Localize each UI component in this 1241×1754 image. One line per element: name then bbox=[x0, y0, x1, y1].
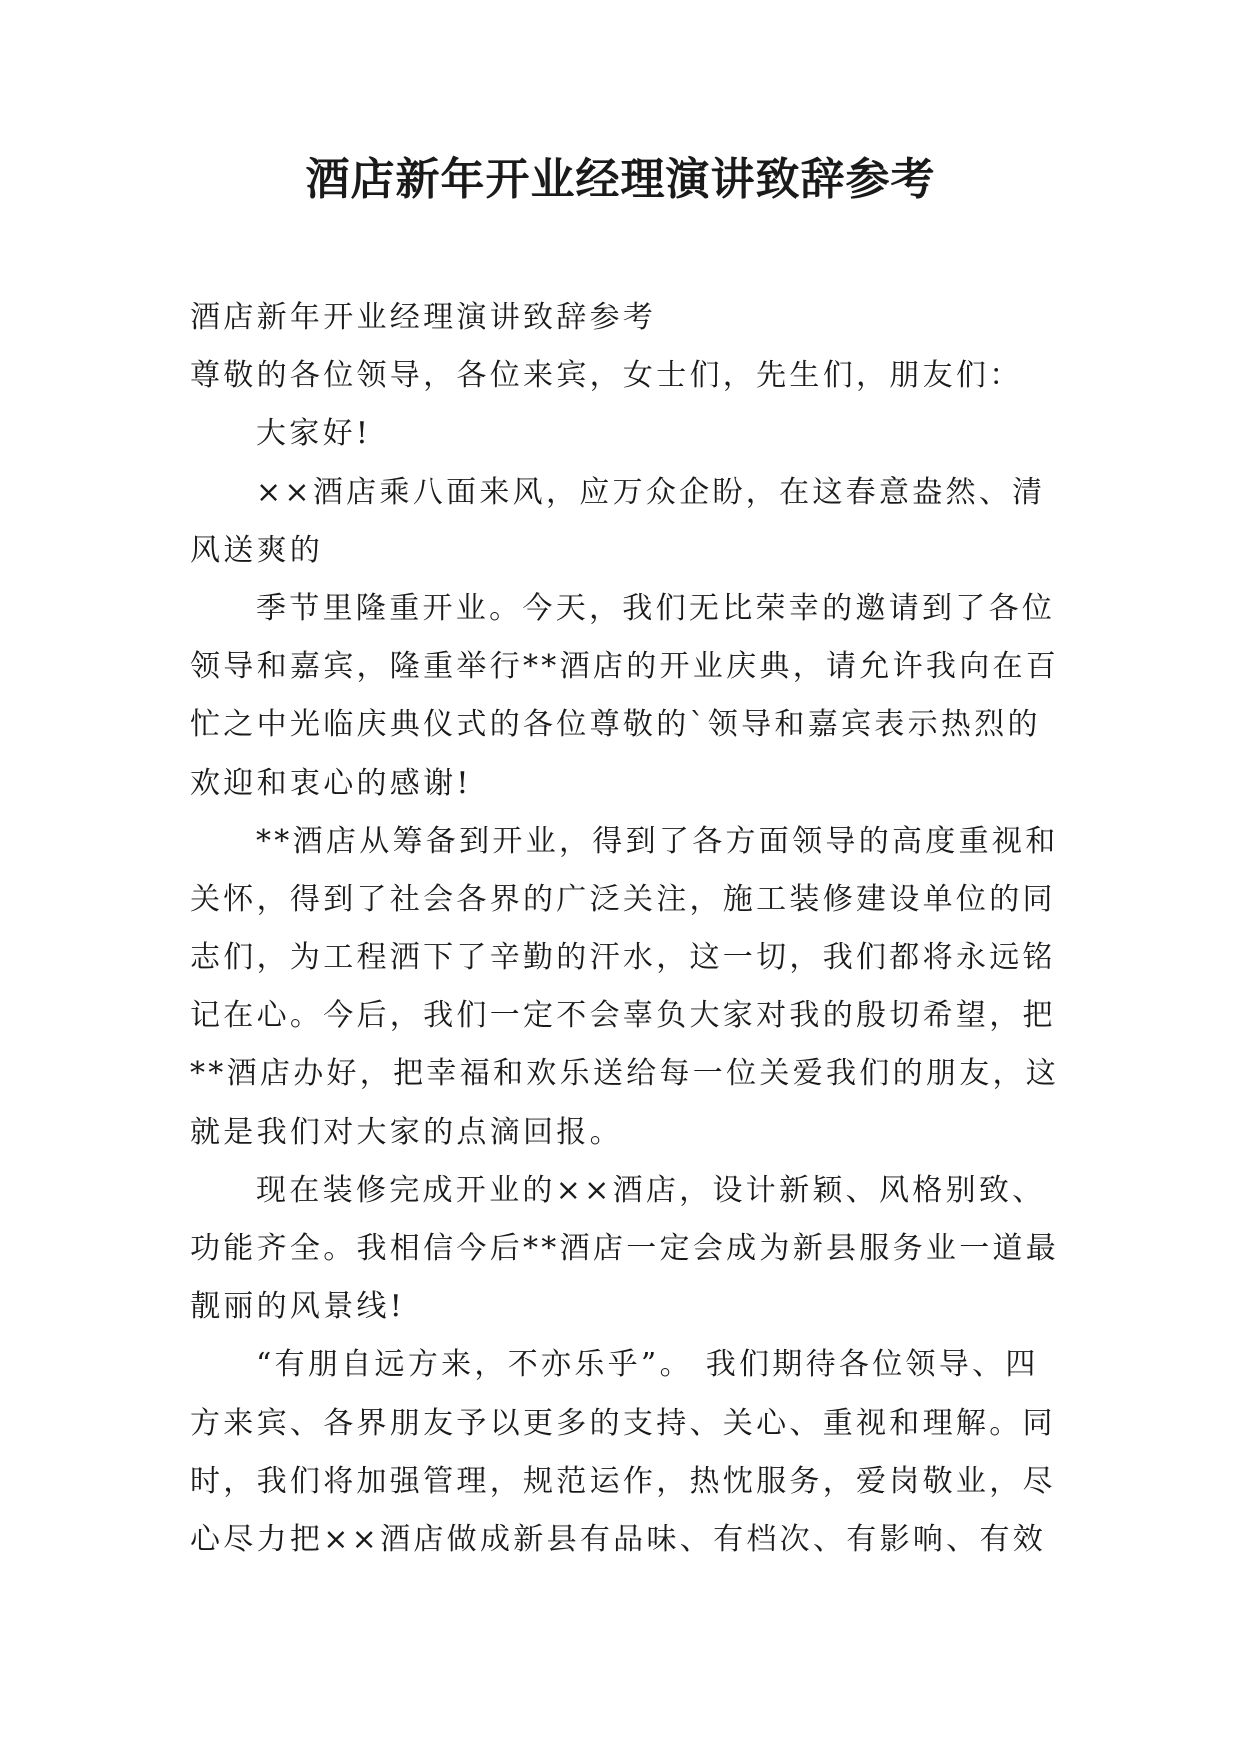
text-line: 尊敬的各位领导，各位来宾，女士们，先生们，朋友们： bbox=[190, 358, 1023, 394]
text-line: 酒店新年开业经理演讲致辞参考 bbox=[190, 300, 657, 335]
text-line: 欢迎和衷心的感谢! bbox=[190, 765, 472, 801]
text-line: ××酒店乘八面来风，应万众企盼，在这春意盎然、清 bbox=[256, 474, 1046, 510]
text-line: 就是我们对大家的点滴回报。 bbox=[190, 1114, 623, 1150]
text-line: 季节里隆重开业。今天，我们无比荣幸的邀请到了各位 bbox=[256, 590, 1056, 626]
text-line: 时，我们将加强管理，规范运作，热忱服务，爱岗敬业，尽 bbox=[190, 1463, 1056, 1499]
document-title: 酒店新年开业经理演讲致辞参考 bbox=[305, 154, 936, 205]
text-line: “有朋自远方来，不亦乐乎”。 我们期待各位领导、四 bbox=[256, 1347, 1039, 1383]
text-line: 记在心。今后，我们一定不会辜负大家对我的殷切希望，把 bbox=[190, 998, 1056, 1034]
text-line: 大家好! bbox=[256, 416, 372, 452]
text-line: 忙之中光临庆典仪式的各位尊敬的`领导和嘉宾表示热烈的 bbox=[190, 707, 1041, 743]
text-line: 心尽力把××酒店做成新县有品味、有档次、有影响、有效 bbox=[190, 1521, 1047, 1557]
text-line: 志们，为工程洒下了辛勤的汗水，这一切，我们都将永远铭 bbox=[190, 940, 1056, 976]
text-line: 风送爽的 bbox=[190, 532, 324, 568]
text-line: **酒店从筹备到开业，得到了各方面领导的高度重视和 bbox=[256, 823, 1059, 859]
text-line: 功能齐全。我相信今后**酒店一定会成为新县服务业一道最 bbox=[190, 1231, 1060, 1266]
text-line: 关怀，得到了社会各界的广泛关注，施工装修建设单位的同 bbox=[190, 881, 1056, 917]
text-line: 现在装修完成开业的××酒店，设计新颖、风格别致、 bbox=[256, 1172, 1046, 1208]
text-line: **酒店办好，把幸福和欢乐送给每一位关爱我们的朋友，这 bbox=[190, 1056, 1060, 1092]
text-line: 方来宾、各界朋友予以更多的支持、关心、重视和理解。同 bbox=[190, 1405, 1056, 1441]
text-line: 靓丽的风景线! bbox=[190, 1289, 406, 1325]
document-body bbox=[190, 289, 1070, 1569]
text-line: 领导和嘉宾，隆重举行**酒店的开业庆典，请允许我向在百 bbox=[190, 649, 1060, 685]
